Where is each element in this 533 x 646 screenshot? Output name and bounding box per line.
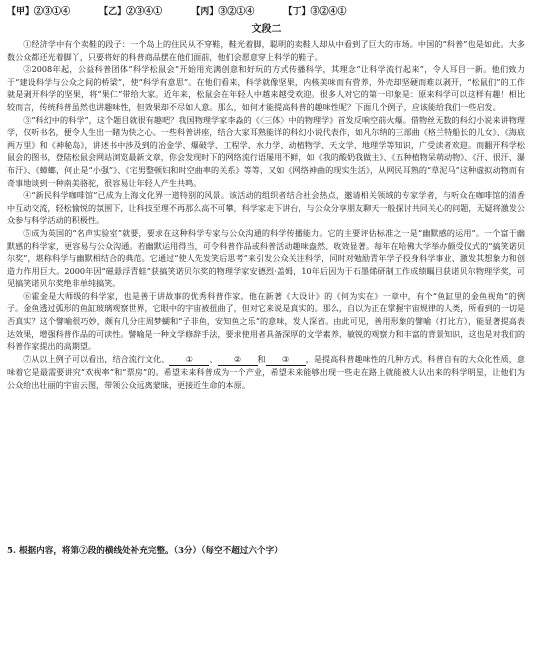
article-body: [7, 38, 525, 392]
blank-separator-1: 、: [209, 353, 218, 364]
section-title: 文段二: [251, 24, 282, 35]
option-ding: 【丁】③②④①: [283, 7, 347, 17]
fill-blank-2[interactable]: ②: [218, 353, 258, 367]
option-bing: 【丙】③②①④: [191, 7, 255, 17]
answer-options-row: [7, 6, 527, 18]
blank-separator-2: 和: [257, 353, 266, 364]
fill-blank-1[interactable]: ①: [169, 353, 209, 367]
paragraph-3: ③“科幻中的科学”，这个题目就很有趣吧？我国物理学家李淼的《〈三体〉中的物理学》首发反响空前火爆。借物丝无数的科幻小说来讲物理学，仅听书名，便令人生出一睹为快之心。一些科普讲座，结合大家耳熟能详的科幻小说代表作，如凡尔纳的三部曲《格兰特船长的儿女》、《海底两万里》和《神秘岛》，讲述书中涉及到的冶金学、爆破学、工程学、水力学、动植物学、天文学、地理学等知识，广受读者欢迎。而翻开科学松鼠会的图书，登陆松鼠会网站浏览最新文章，你会发现时下的网络流行语屡用不鲜，如《我的酸奶我做主》、《五种植物呆萌动物》、《汗、很汗、瀑布汗》、《蟑螂，何止是“小强”》、《宅男整顿妇和时空曲率的关系》等等，又如《网络神曲的现实生活》，从网民耳熟的“草泥马”这种虚拟动物而有奇事地谈到一种南美骆驼，很容易让年轻人产生共鸣。: [7, 114, 525, 188]
paragraph-1: ①经济学中有个卖鞋的段子：一个岛上的住民从不穿鞋，鞋光着脚，聪明的卖鞋人却从中看到了巨大的市场。中国的“科普”也是如此。大多数公众都还光着脚丫，只要将好的科普商品摆在他们面前，他们会愿意穿上科学的鞋子。: [7, 39, 525, 62]
paragraph-2: ②2008年起，公益科普团体“科学松鼠会”开始用充满创意和好玩的方式传播科学，其理念“让科学流行起来”，令人耳目一新。他们致力于“建设科学与公众之间的桥梁”，使“科学有意思”。在他们看来，科学就像坚果，内核美味而有营养，外壳却坚硬而难以剥开，“松鼠们”的工作就是剥开科学的坚果，将“果仁”带给大家。近年来，松鼠会在年轻人中越来越受欢迎。很多人对它的第一印象是：原来科学可以这样有趣！相比较而言，传统科普虽然也讲趣味性，但效果却不尽如人意。那么，如何才能提高科普的趣味性呢？下面几个例子，应该能给我们一些启发。: [7, 64, 525, 112]
paragraph-7-rest: ，是提高科普趣味性的几种方式。科普自有的大众化性质，意味着它是最需要讲究“欢视率”和“票房”的。希望未来科普成为一个产业，希望未来能够出现一些走在路上就能被人认出来的科学明星，让他们为公众给出壮丽的宇宙云图，带领公众远离蒙昧，更接近生命的本原。: [7, 353, 525, 391]
paragraph-6: ⑥霍金是大师级的科学家，也是善于讲故事的优秀科普作家。他在新著《大设计》的《何为实在》一章中，有个“鱼缸里的金鱼视角”的例子。金鱼透过弧形的鱼缸玻璃观察世界，它眼中的宇宙被扭曲了，但对它来说是真实的。那么，自以为正在掌握宇宙规律的人类，所看到的一切是否真实？这个譬喻很巧妙，颇有几分庄周梦蝴和“子非鱼，安知鱼之乐”的意味，发人深省。由此可见，善用形象的譬喻（打比方），能显著提高表达效果，增强科普作品的可读性。譬喻是一种文学修辞手法，要求使用者具备深厚的文学素养、敏锐的观察力和丰富的背景知识，这也是对我们的科普作家提出的高期望。: [7, 290, 526, 352]
fill-blank-3[interactable]: ③: [266, 353, 306, 367]
paragraph-7-lead: ⑦从以上例子可以看出，结合流行文化、: [23, 353, 170, 364]
option-jia: 【甲】②③①④: [7, 7, 71, 17]
paragraph-4: ④“新民科学咖啡馆”已成为上海文化界一道特别的风景。该活动的组织者结合社会热点，邀请相关领域的专家学者，与听众在咖啡馆的清香中互动交流，轻松愉悦的氛围下，让科技至理不再那么高不可攀，科学家走下讲台，与公众分享朋友聊天一般探讨共同关心的问题，无疑将激发公众参与科学活动的积极性。: [7, 190, 526, 226]
question-5: 5. 根据内容，将第⑦段的横线处补充完整。（3分）（每空不超过六个字）: [7, 546, 283, 556]
paragraph-7: [7, 353, 525, 392]
paragraph-5: ⑤成为英国的“名声实验室”就要，要求在这种科学专家与公众沟通的科学传播能力。它的主要评估标准之一是“幽默感的运用”。一个富于幽默感的科学家，更容易与公众沟通。若幽默运用得当，可令科普作品或科普活动趣味盎然、收效显著。每年在哈佛大学举办颇受仪式的“搞笑诺贝尔奖”，堪称科学与幽默相结合的典范。它通过“使人先发笑后思考”来引发公众关注科学，同时对勉励青年学子投身科学事业、激发其想象力和创造力作用巨大。2000年因“磁悬浮青蛙”获搞笑诺贝尔奖的物理学家安德烈·盖姆，10年后因为于石墨烯研制工作成绩瞩目获诺贝尔物理学奖，可见搞笑诺贝尔奖绝非单纯搞笑。: [7, 227, 525, 289]
option-yi: 【乙】②③④①: [99, 7, 163, 17]
